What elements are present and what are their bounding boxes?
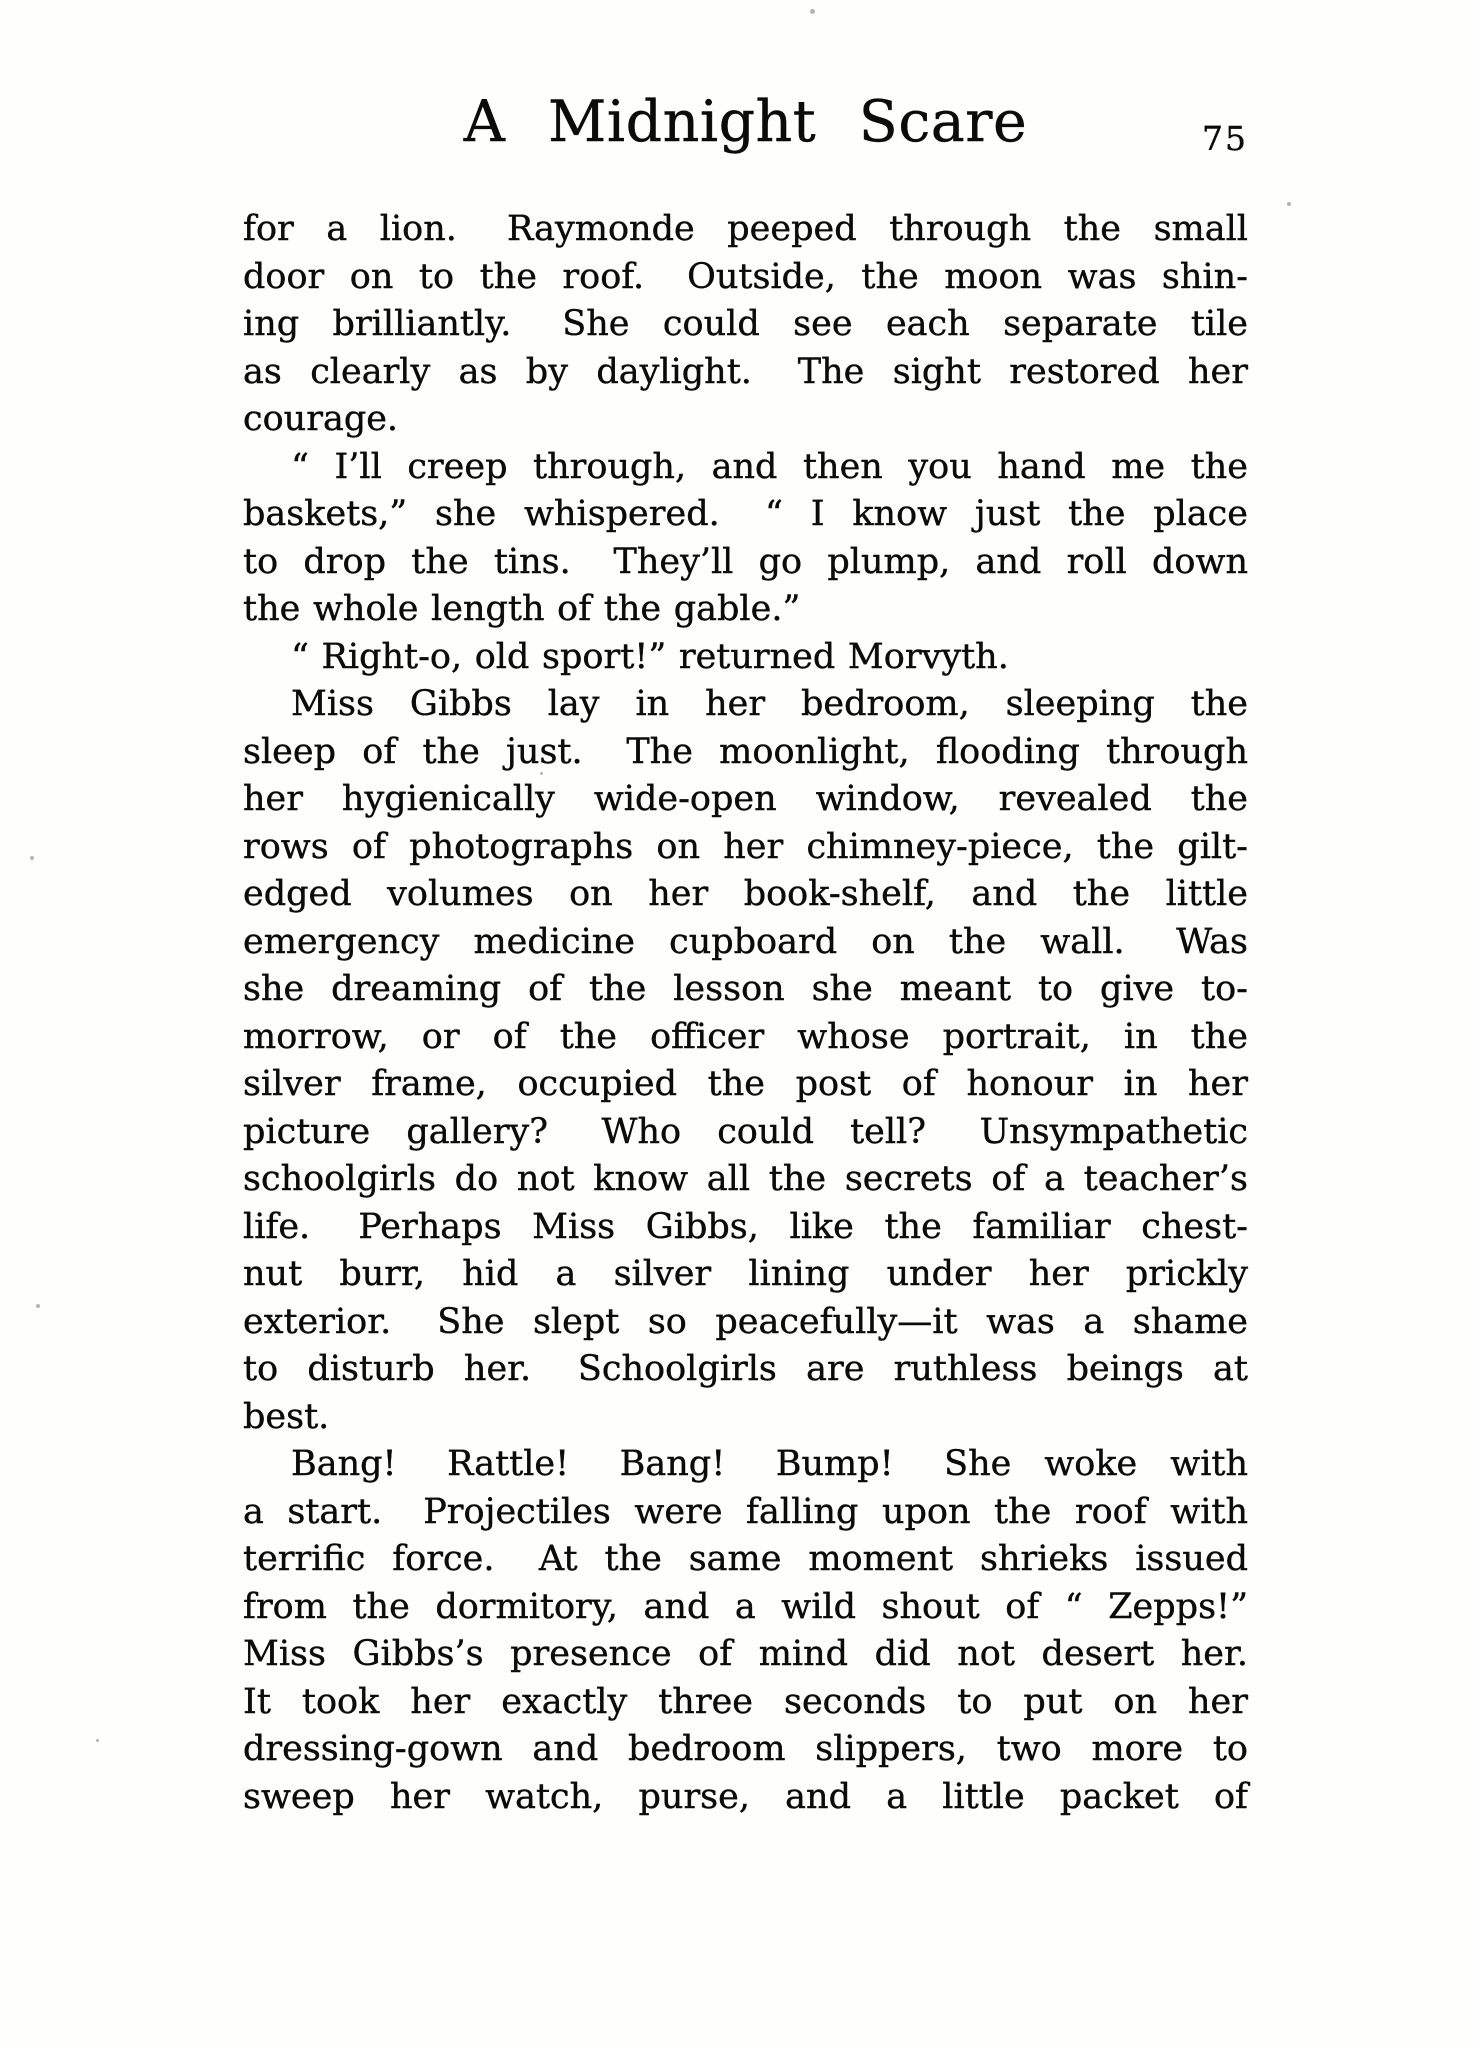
text-line: It took her exactly three seconds to put on her <box>243 1681 1248 1722</box>
text-line: morrow, or of the officer whose portrait, in the <box>243 1016 1248 1057</box>
scan-speck <box>36 1304 40 1308</box>
scan-speck <box>1287 202 1291 206</box>
text-line: from the dormitory, and a wild shout of “ Zepps!” <box>243 1586 1248 1627</box>
scan-speck <box>96 1739 99 1742</box>
text-line: sleep of the just. The moonlight, flooding through <box>243 731 1248 772</box>
text-line: the whole length of the gable.” <box>243 589 801 629</box>
text-line: to drop the tins. They’ll go plump, and roll down <box>243 541 1248 582</box>
text-line: to disturb her. Schoolgirls are ruthless beings at <box>243 1349 1248 1389</box>
text-line: her hygienically wide-open window, revealed the <box>243 779 1248 819</box>
text-line: schoolgirls do not know all the secrets of a teacher’s <box>243 1159 1248 1199</box>
text-line: Miss Gibbs’s presence of mind did not desert her. <box>243 1634 1248 1674</box>
text-line: as clearly as by daylight. The sight restored her <box>243 351 1248 392</box>
text-line: silver frame, occupied the post of honour in her <box>243 1064 1248 1104</box>
text-line: ing brilliantly. She could see each separate tile <box>243 304 1248 344</box>
text-line: best. <box>243 1396 330 1437</box>
text-line: courage. <box>243 399 399 439</box>
text-line: door on to the roof. Outside, the moon was shin- <box>243 256 1248 297</box>
text-line: dressing-gown and bedroom slippers, two more to <box>243 1729 1248 1769</box>
text-line: nut burr, hid a silver lining under her prickly <box>243 1254 1248 1294</box>
page-number: 75 <box>1202 119 1248 158</box>
text-line: terrific force. At the same moment shrieks issued <box>243 1539 1248 1579</box>
text-line: sweep her watch, purse, and a little packet of <box>243 1776 1248 1817</box>
text-block <box>243 206 1248 1821</box>
text-line: for a lion. Raymonde peeped through the small <box>243 209 1248 249</box>
text-line: picture gallery? Who could tell? Unsympathetic <box>243 1111 1248 1152</box>
text-line: “ I’ll creep through, and then you hand me the <box>291 446 1248 487</box>
text-line: exterior. She slept so peacefully—it was a shame <box>243 1301 1248 1342</box>
text-line: baskets,” she whispered. “ I know just the place <box>243 494 1248 534</box>
text-line: rows of photographs on her chimney-piece, the gilt- <box>243 826 1248 867</box>
scan-speck <box>30 856 34 860</box>
text-line: Bang! Rattle! Bang! Bump! She woke with <box>291 1444 1248 1484</box>
text-line: emergency medicine cupboard on the wall. Was <box>243 921 1248 962</box>
text-line: life. Perhaps Miss Gibbs, like the familiar chest- <box>243 1206 1248 1247</box>
running-header-title: A Midnight Scare <box>463 89 1028 155</box>
text-line: Miss Gibbs lay in her bedroom, sleeping the <box>291 684 1248 724</box>
scan-speck <box>540 772 543 775</box>
text-line: “ Right-o, old sport!” returned Morvyth. <box>291 636 1009 677</box>
text-line: a start. Projectiles were falling upon the roof with <box>243 1491 1248 1532</box>
text-line: she dreaming of the lesson she meant to give to- <box>243 969 1248 1009</box>
text-line: edged volumes on her book-shelf, and the little <box>243 874 1248 914</box>
scan-speck <box>810 9 815 14</box>
